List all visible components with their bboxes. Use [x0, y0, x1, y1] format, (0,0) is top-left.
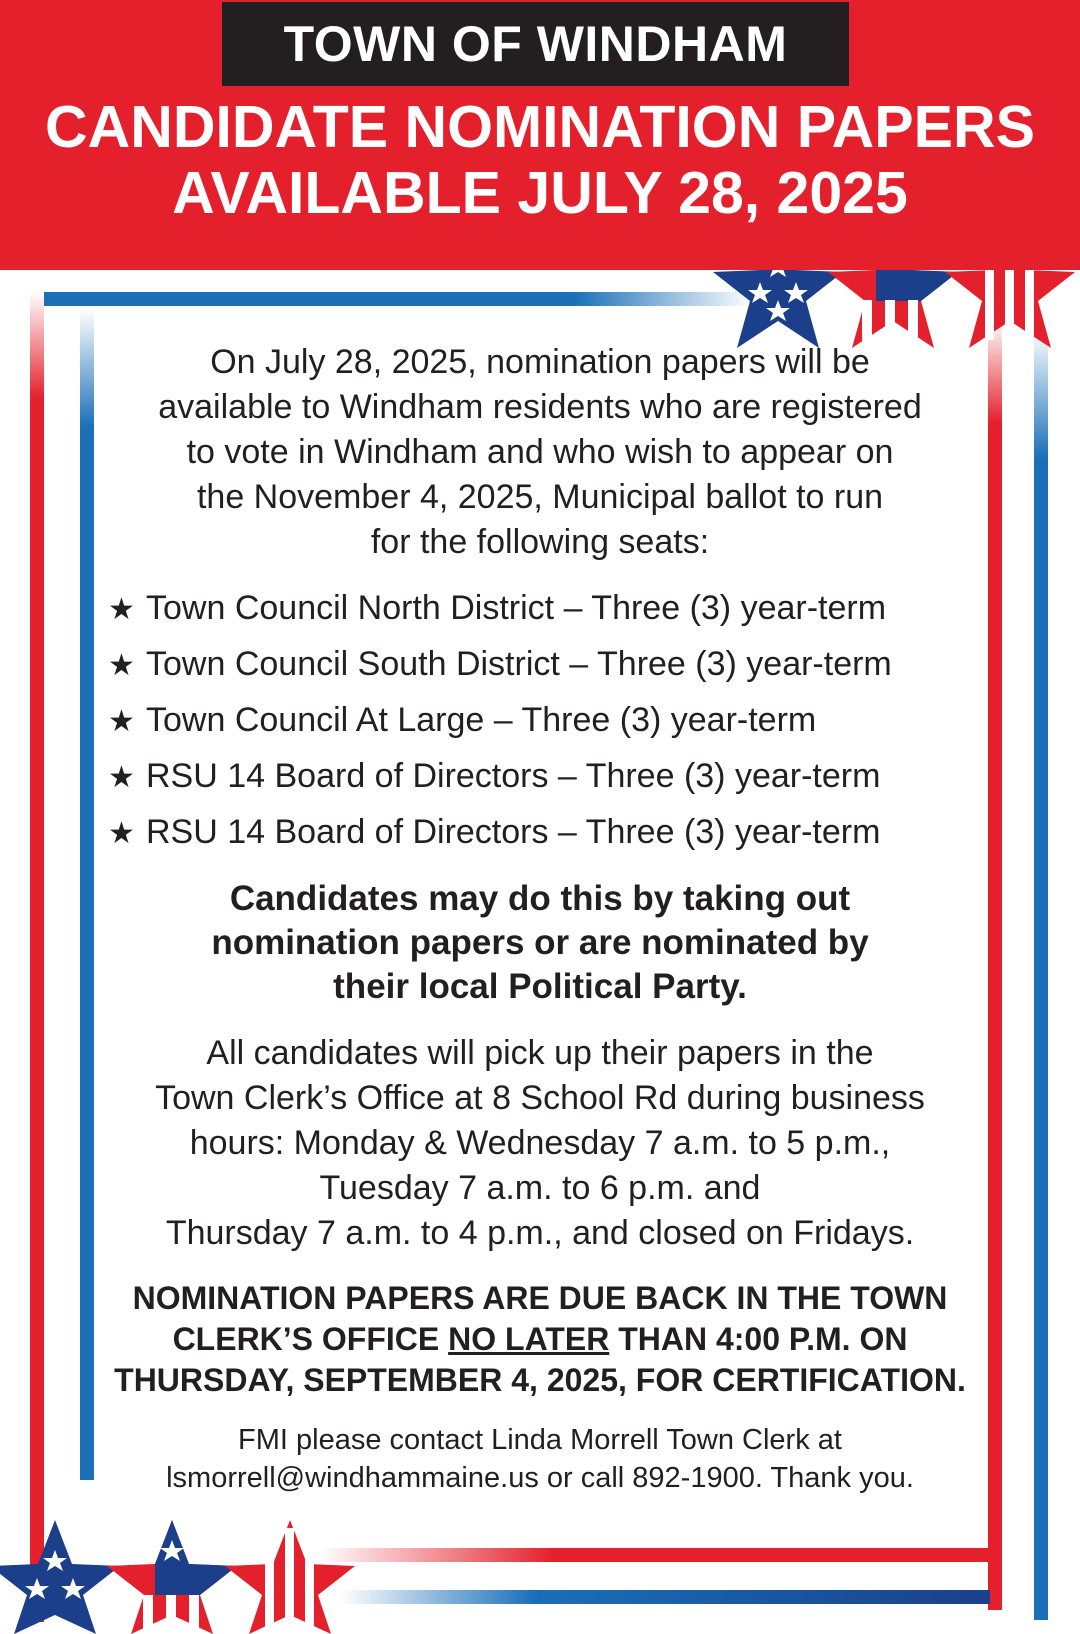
seat-label: Town Council At Large – Three (3) year-term	[146, 701, 817, 739]
star-blue-bottom-icon	[0, 1520, 120, 1634]
list-item	[100, 637, 980, 693]
pickup-line: Tuesday 7 a.m. to 6 p.m. and	[319, 1169, 761, 1207]
right-red-stripe	[988, 320, 1002, 1610]
candidates-note-line: their local Political Party.	[333, 967, 747, 1006]
candidates-note-line: nomination papers or are nominated by	[211, 923, 869, 962]
star-icon: ★	[108, 649, 135, 682]
left-blue-stripe	[80, 310, 94, 1480]
due-line: THAN 4:00 P.M. ON	[609, 1321, 908, 1357]
header-banner	[0, 0, 1080, 270]
list-item	[100, 581, 980, 637]
seat-label: RSU 14 Board of Directors – Three (3) year-term	[146, 813, 881, 851]
headline-line-1: CANDIDATE NOMINATION PAPERS	[45, 94, 1035, 160]
due-line: NOMINATION PAPERS ARE DUE BACK IN THE TOWN	[132, 1280, 948, 1316]
notice-body	[100, 340, 980, 1497]
bottom-red-stripe	[320, 1548, 990, 1562]
contact-info	[100, 1421, 980, 1497]
bottom-blue-stripe	[340, 1590, 990, 1604]
due-notice	[100, 1278, 980, 1401]
candidates-note	[100, 877, 980, 1009]
due-line: THURSDAY, SEPTEMBER 4, 2025, FOR CERTIFICATION.	[114, 1362, 966, 1398]
star-icon: ★	[108, 593, 135, 626]
pickup-line: hours: Monday & Wednesday 7 a.m. to 5 p.m.,	[189, 1124, 891, 1162]
intro-line: to vote in Windham and who wish to appear on	[186, 433, 894, 471]
intro-line: available to Windham residents who are registered	[158, 388, 922, 426]
pickup-paragraph	[100, 1031, 980, 1256]
star-flag-bottom-icon	[107, 1520, 237, 1634]
star-stripes-bottom-icon	[225, 1520, 355, 1634]
list-item	[100, 749, 980, 805]
intro-line: On July 28, 2025, nomination papers will be	[210, 343, 870, 381]
seat-label: Town Council South District – Three (3) year-term	[146, 645, 892, 683]
headline-line-2: AVAILABLE JULY 28, 2025	[172, 160, 908, 226]
contact-line: FMI please contact Linda Morrell Town Clerk at	[238, 1424, 842, 1456]
pickup-line: All candidates will pick up their papers in the	[206, 1034, 874, 1072]
seat-label: RSU 14 Board of Directors – Three (3) year-term	[146, 757, 881, 795]
no-later-emphasis: NO LATER	[448, 1321, 610, 1357]
intro-line: the November 4, 2025, Municipal ballot to run	[196, 478, 884, 516]
right-blue-stripe	[1034, 330, 1048, 1620]
candidates-note-line: Candidates may do this by taking out	[229, 879, 851, 918]
top-blue-stripe	[33, 292, 753, 306]
left-red-stripe	[30, 292, 44, 1622]
star-icon: ★	[108, 817, 135, 850]
list-item	[100, 805, 980, 861]
headline	[0, 94, 1080, 226]
star-icon: ★	[108, 761, 135, 794]
pickup-line: Town Clerk’s Office at 8 School Rd during business	[155, 1079, 925, 1117]
due-line: CLERK’S OFFICE	[172, 1321, 449, 1357]
star-icon: ★	[108, 705, 135, 738]
intro-line: for the following seats:	[370, 523, 710, 561]
town-title: TOWN OF WINDHAM	[222, 2, 849, 86]
list-item	[100, 693, 980, 749]
seat-label: Town Council North District – Three (3) year-term	[146, 589, 887, 627]
contact-email-line: lsmorrell@windhammaine.us or call 892-1900. Thank you.	[166, 1462, 914, 1494]
pickup-line: Thursday 7 a.m. to 4 p.m., and closed on Fridays.	[165, 1214, 915, 1252]
intro-paragraph	[100, 340, 980, 565]
seats-list	[100, 581, 980, 861]
